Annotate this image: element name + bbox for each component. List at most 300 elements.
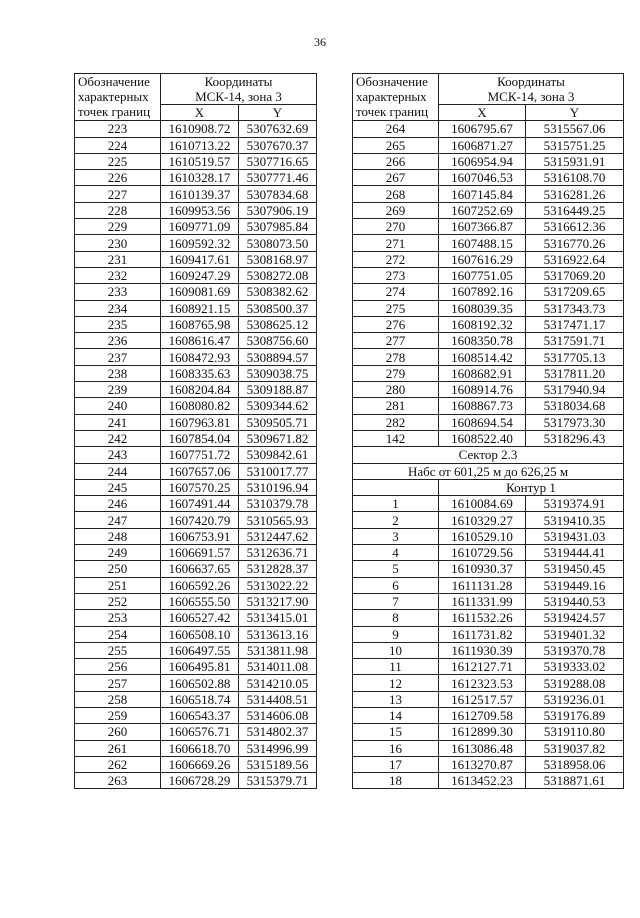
point-number: 250 xyxy=(75,561,161,577)
x-coordinate: 1608921.15 xyxy=(161,300,239,316)
y-coordinate: 5307834.68 xyxy=(239,186,317,202)
y-coordinate: 5317343.73 xyxy=(526,300,624,316)
y-coordinate: 5312447.62 xyxy=(239,528,317,544)
point-number: 273 xyxy=(353,267,439,283)
y-coordinate: 5318296.43 xyxy=(526,430,624,446)
point-number: 244 xyxy=(75,463,161,479)
y-coordinate: 5317973.30 xyxy=(526,414,624,430)
point-number: 269 xyxy=(353,202,439,218)
point-number: 262 xyxy=(75,756,161,772)
table-row xyxy=(353,626,624,642)
table-row xyxy=(75,545,317,561)
x-coordinate: 1613086.48 xyxy=(439,740,526,756)
y-coordinate: 5316449.25 xyxy=(526,202,624,218)
table-row xyxy=(353,724,624,740)
y-coordinate: 5308894.57 xyxy=(239,349,317,365)
y-coordinate: 5319370.78 xyxy=(526,642,624,658)
y-coordinate: 5315379.71 xyxy=(239,773,317,789)
x-coordinate: 1607420.79 xyxy=(161,512,239,528)
point-number: 235 xyxy=(75,316,161,332)
x-coordinate: 1608472.93 xyxy=(161,349,239,365)
point-number: 241 xyxy=(75,414,161,430)
point-number: 6 xyxy=(353,577,439,593)
table-row xyxy=(75,691,317,707)
sector-subtitle-row xyxy=(353,463,624,479)
table-row xyxy=(75,756,317,772)
x-coordinate: 1608522.40 xyxy=(439,430,526,446)
point-number: 225 xyxy=(75,153,161,169)
x-coordinate: 1607570.25 xyxy=(161,479,239,495)
point-number: 9 xyxy=(353,626,439,642)
y-coordinate: 5309671.82 xyxy=(239,430,317,446)
x-coordinate: 1608765.98 xyxy=(161,316,239,332)
x-coordinate: 1608335.63 xyxy=(161,365,239,381)
x-coordinate: 1608694.54 xyxy=(439,414,526,430)
table-row xyxy=(75,202,317,218)
table-row xyxy=(75,463,317,479)
x-coordinate: 1611532.26 xyxy=(439,610,526,626)
y-coordinate: 5308625.12 xyxy=(239,316,317,332)
coordinates-header: Координаты МСК-14, зона 3 xyxy=(161,74,317,105)
point-number: 4 xyxy=(353,545,439,561)
point-number: 239 xyxy=(75,382,161,398)
table-row xyxy=(75,447,317,463)
y-coordinate: 5307906.19 xyxy=(239,202,317,218)
x-coordinate: 1610519.57 xyxy=(161,153,239,169)
sector-title: Сектор 2.3 xyxy=(353,447,624,463)
x-coordinate: 1613452.23 xyxy=(439,773,526,789)
y-coordinate: 5317069.20 xyxy=(526,267,624,283)
x-coordinate: 1606497.55 xyxy=(161,642,239,658)
y-coordinate: 5314606.08 xyxy=(239,707,317,723)
x-coordinate: 1611731.82 xyxy=(439,626,526,642)
point-number: 232 xyxy=(75,267,161,283)
y-coordinate: 5317591.71 xyxy=(526,333,624,349)
x-coordinate: 1610139.37 xyxy=(161,186,239,202)
x-coordinate: 1612709.58 xyxy=(439,707,526,723)
table-row xyxy=(353,593,624,609)
point-number: 246 xyxy=(75,496,161,512)
point-number: 277 xyxy=(353,333,439,349)
point-number: 227 xyxy=(75,186,161,202)
y-coordinate: 5314210.05 xyxy=(239,675,317,691)
table-row xyxy=(353,333,624,349)
y-coordinate: 5319110.80 xyxy=(526,724,624,740)
point-number: 264 xyxy=(353,121,439,137)
point-number: 237 xyxy=(75,349,161,365)
point-number: 1 xyxy=(353,496,439,512)
y-coordinate: 5309505.71 xyxy=(239,414,317,430)
point-number: 230 xyxy=(75,235,161,251)
x-coordinate: 1606691.57 xyxy=(161,545,239,561)
y-coordinate: 5319288.08 xyxy=(526,675,624,691)
y-header: Y xyxy=(526,105,624,121)
point-number: 260 xyxy=(75,724,161,740)
point-number: 13 xyxy=(353,691,439,707)
x-coordinate: 1609081.69 xyxy=(161,284,239,300)
coordinates-table-left xyxy=(74,73,317,789)
x-coordinate: 1608682.91 xyxy=(439,365,526,381)
y-coordinate: 5316108.70 xyxy=(526,170,624,186)
x-coordinate: 1607145.84 xyxy=(439,186,526,202)
table-row xyxy=(75,740,317,756)
table-row xyxy=(75,153,317,169)
point-number: 238 xyxy=(75,365,161,381)
table-row xyxy=(353,349,624,365)
x-coordinate: 1612517.57 xyxy=(439,691,526,707)
x-header: X xyxy=(161,105,239,121)
point-number: 261 xyxy=(75,740,161,756)
x-coordinate: 1607616.29 xyxy=(439,251,526,267)
y-coordinate: 5319176.89 xyxy=(526,707,624,723)
x-coordinate: 1606592.26 xyxy=(161,577,239,593)
point-number: 267 xyxy=(353,170,439,186)
table-row xyxy=(353,398,624,414)
point-number: 243 xyxy=(75,447,161,463)
x-coordinate: 1610329.27 xyxy=(439,512,526,528)
x-coordinate: 1606618.70 xyxy=(161,740,239,756)
x-coordinate: 1612127.71 xyxy=(439,659,526,675)
table-row xyxy=(353,170,624,186)
point-number: 231 xyxy=(75,251,161,267)
table-row xyxy=(353,202,624,218)
table-row xyxy=(75,659,317,675)
x-coordinate: 1609771.09 xyxy=(161,219,239,235)
y-coordinate: 5317940.94 xyxy=(526,382,624,398)
y-coordinate: 5315931.91 xyxy=(526,153,624,169)
point-number: 15 xyxy=(353,724,439,740)
y-coordinate: 5309344.62 xyxy=(239,398,317,414)
y-coordinate: 5307985.84 xyxy=(239,219,317,235)
table-row xyxy=(75,170,317,186)
x-coordinate: 1607366.87 xyxy=(439,219,526,235)
y-coordinate: 5316612.36 xyxy=(526,219,624,235)
table-row xyxy=(353,365,624,381)
table-row xyxy=(75,382,317,398)
table-row xyxy=(353,153,624,169)
x-coordinate: 1606871.27 xyxy=(439,137,526,153)
table-row xyxy=(353,610,624,626)
y-coordinate: 5312636.71 xyxy=(239,545,317,561)
table-row xyxy=(353,235,624,251)
y-coordinate: 5313022.22 xyxy=(239,577,317,593)
point-number: 272 xyxy=(353,251,439,267)
table-row xyxy=(75,333,317,349)
point-number: 279 xyxy=(353,365,439,381)
y-coordinate: 5319450.45 xyxy=(526,561,624,577)
x-coordinate: 1607488.15 xyxy=(439,235,526,251)
point-number: 236 xyxy=(75,333,161,349)
point-number: 282 xyxy=(353,414,439,430)
point-number: 142 xyxy=(353,430,439,446)
table-row xyxy=(353,251,624,267)
y-coordinate: 5319410.35 xyxy=(526,512,624,528)
point-number: 270 xyxy=(353,219,439,235)
x-coordinate: 1610084.69 xyxy=(439,496,526,512)
x-coordinate: 1612899.30 xyxy=(439,724,526,740)
point-number: 265 xyxy=(353,137,439,153)
table-row xyxy=(75,610,317,626)
point-number: 12 xyxy=(353,675,439,691)
table-row xyxy=(75,235,317,251)
coordinates-header: Координаты МСК-14, зона 3 xyxy=(439,74,624,105)
point-number: 275 xyxy=(353,300,439,316)
table-row xyxy=(75,137,317,153)
table-row xyxy=(75,577,317,593)
y-coordinate: 5310017.77 xyxy=(239,463,317,479)
x-coordinate: 1611331.99 xyxy=(439,593,526,609)
x-coordinate: 1606508.10 xyxy=(161,626,239,642)
point-number: 281 xyxy=(353,398,439,414)
x-coordinate: 1610713.22 xyxy=(161,137,239,153)
x-coordinate: 1608192.32 xyxy=(439,316,526,332)
y-coordinate: 5308756.60 xyxy=(239,333,317,349)
point-number: 251 xyxy=(75,577,161,593)
y-coordinate: 5318871.61 xyxy=(526,773,624,789)
x-coordinate: 1607854.04 xyxy=(161,430,239,446)
x-coordinate: 1610328.17 xyxy=(161,170,239,186)
point-number: 3 xyxy=(353,528,439,544)
table-row xyxy=(353,577,624,593)
table-row xyxy=(75,219,317,235)
x-coordinate: 1606954.94 xyxy=(439,153,526,169)
point-number: 8 xyxy=(353,610,439,626)
x-coordinate: 1606576.71 xyxy=(161,724,239,740)
y-coordinate: 5308500.37 xyxy=(239,300,317,316)
y-coordinate: 5313217.90 xyxy=(239,593,317,609)
table-row xyxy=(75,512,317,528)
point-number: 18 xyxy=(353,773,439,789)
table-row xyxy=(353,740,624,756)
y-coordinate: 5315751.25 xyxy=(526,137,624,153)
table-row xyxy=(75,414,317,430)
point-number: 7 xyxy=(353,593,439,609)
x-coordinate: 1607892.16 xyxy=(439,284,526,300)
table-row xyxy=(353,675,624,691)
y-coordinate: 5319037.82 xyxy=(526,740,624,756)
point-number: 280 xyxy=(353,382,439,398)
y-coordinate: 5313613.16 xyxy=(239,626,317,642)
table-row xyxy=(75,561,317,577)
point-number: 249 xyxy=(75,545,161,561)
x-coordinate: 1610729.56 xyxy=(439,545,526,561)
x-coordinate: 1607657.06 xyxy=(161,463,239,479)
table-row xyxy=(353,659,624,675)
y-coordinate: 5319440.53 xyxy=(526,593,624,609)
y-coordinate: 5308073.50 xyxy=(239,235,317,251)
table-row xyxy=(353,561,624,577)
table-row xyxy=(353,430,624,446)
x-coordinate: 1606753.91 xyxy=(161,528,239,544)
y-coordinate: 5317811.20 xyxy=(526,365,624,381)
point-number: 14 xyxy=(353,707,439,723)
y-coordinate: 5309038.75 xyxy=(239,365,317,381)
y-coordinate: 5307632.69 xyxy=(239,121,317,137)
table-row xyxy=(353,219,624,235)
table-row xyxy=(75,773,317,789)
table-row xyxy=(75,479,317,495)
y-coordinate: 5319431.03 xyxy=(526,528,624,544)
point-number: 10 xyxy=(353,642,439,658)
table-row xyxy=(75,186,317,202)
table-row xyxy=(75,251,317,267)
x-coordinate: 1608080.82 xyxy=(161,398,239,414)
x-coordinate: 1606543.37 xyxy=(161,707,239,723)
coordinates-table-right xyxy=(352,73,624,789)
y-coordinate: 5318958.06 xyxy=(526,756,624,772)
table-row xyxy=(353,512,624,528)
y-coordinate: 5318034.68 xyxy=(526,398,624,414)
x-coordinate: 1608350.78 xyxy=(439,333,526,349)
y-coordinate: 5319374.91 xyxy=(526,496,624,512)
table-row xyxy=(353,267,624,283)
y-coordinate: 5319449.16 xyxy=(526,577,624,593)
x-coordinate: 1608867.73 xyxy=(439,398,526,414)
x-coordinate: 1607252.69 xyxy=(439,202,526,218)
y-coordinate: 5314011.08 xyxy=(239,659,317,675)
point-label-header: Обозначение характерных точек границ xyxy=(353,74,439,121)
y-coordinate: 5316922.64 xyxy=(526,251,624,267)
point-number: 223 xyxy=(75,121,161,137)
sector-subtitle: Набс от 601,25 м до 626,25 м xyxy=(353,463,624,479)
x-coordinate: 1606555.50 xyxy=(161,593,239,609)
x-header: X xyxy=(439,105,526,121)
table-row xyxy=(353,137,624,153)
table-row xyxy=(75,300,317,316)
point-number: 256 xyxy=(75,659,161,675)
y-coordinate: 5319444.41 xyxy=(526,545,624,561)
point-number: 16 xyxy=(353,740,439,756)
table-row xyxy=(75,267,317,283)
point-number: 278 xyxy=(353,349,439,365)
x-coordinate: 1607046.53 xyxy=(439,170,526,186)
point-number: 224 xyxy=(75,137,161,153)
point-number: 252 xyxy=(75,593,161,609)
y-coordinate: 5310565.93 xyxy=(239,512,317,528)
table-row xyxy=(353,382,624,398)
table-row xyxy=(75,284,317,300)
x-coordinate: 1608914.76 xyxy=(439,382,526,398)
y-coordinate: 5307716.65 xyxy=(239,153,317,169)
table-row xyxy=(353,545,624,561)
x-coordinate: 1606795.67 xyxy=(439,121,526,137)
x-coordinate: 1611131.28 xyxy=(439,577,526,593)
point-number: 276 xyxy=(353,316,439,332)
x-coordinate: 1609247.29 xyxy=(161,267,239,283)
table-row xyxy=(75,496,317,512)
y-coordinate: 5315189.56 xyxy=(239,756,317,772)
y-coordinate: 5313811.98 xyxy=(239,642,317,658)
table-row xyxy=(353,284,624,300)
y-coordinate: 5317209.65 xyxy=(526,284,624,300)
y-coordinate: 5310196.94 xyxy=(239,479,317,495)
table-row xyxy=(75,528,317,544)
point-number: 17 xyxy=(353,756,439,772)
point-number: 226 xyxy=(75,170,161,186)
y-coordinate: 5319333.02 xyxy=(526,659,624,675)
y-coordinate: 5317471.17 xyxy=(526,316,624,332)
y-coordinate: 5309188.87 xyxy=(239,382,317,398)
x-coordinate: 1607963.81 xyxy=(161,414,239,430)
x-coordinate: 1610908.72 xyxy=(161,121,239,137)
x-coordinate: 1613270.87 xyxy=(439,756,526,772)
point-number: 253 xyxy=(75,610,161,626)
y-coordinate: 5307771.46 xyxy=(239,170,317,186)
point-number: 229 xyxy=(75,219,161,235)
y-coordinate: 5317705.13 xyxy=(526,349,624,365)
point-number: 255 xyxy=(75,642,161,658)
table-row xyxy=(75,724,317,740)
point-number: 257 xyxy=(75,675,161,691)
x-coordinate: 1606527.42 xyxy=(161,610,239,626)
contour-row xyxy=(353,479,624,495)
y-coordinate: 5308168.97 xyxy=(239,251,317,267)
point-number: 2 xyxy=(353,512,439,528)
x-coordinate: 1608039.35 xyxy=(439,300,526,316)
y-coordinate: 5319424.57 xyxy=(526,610,624,626)
point-number: 228 xyxy=(75,202,161,218)
x-coordinate: 1611930.39 xyxy=(439,642,526,658)
table-row xyxy=(75,349,317,365)
x-coordinate: 1606518.74 xyxy=(161,691,239,707)
point-number: 5 xyxy=(353,561,439,577)
point-number: 233 xyxy=(75,284,161,300)
table-row xyxy=(353,642,624,658)
point-number: 234 xyxy=(75,300,161,316)
point-number: 271 xyxy=(353,235,439,251)
table-row xyxy=(75,642,317,658)
table-row xyxy=(353,773,624,789)
table-row xyxy=(75,626,317,642)
sector-title-row xyxy=(353,447,624,463)
y-header: Y xyxy=(239,105,317,121)
x-coordinate: 1607491.44 xyxy=(161,496,239,512)
table-row xyxy=(353,528,624,544)
x-coordinate: 1609592.32 xyxy=(161,235,239,251)
x-coordinate: 1606495.81 xyxy=(161,659,239,675)
point-number: 242 xyxy=(75,430,161,446)
point-number: 266 xyxy=(353,153,439,169)
contour-label: Контур 1 xyxy=(439,479,624,495)
y-coordinate: 5316770.26 xyxy=(526,235,624,251)
page-number: 36 xyxy=(314,35,326,49)
table-row xyxy=(75,121,317,137)
x-coordinate: 1606637.65 xyxy=(161,561,239,577)
x-coordinate: 1610930.37 xyxy=(439,561,526,577)
y-coordinate: 5319401.32 xyxy=(526,626,624,642)
y-coordinate: 5313415.01 xyxy=(239,610,317,626)
point-number: 274 xyxy=(353,284,439,300)
y-coordinate: 5314996.99 xyxy=(239,740,317,756)
table-row xyxy=(75,365,317,381)
x-coordinate: 1608514.42 xyxy=(439,349,526,365)
point-number: 240 xyxy=(75,398,161,414)
x-coordinate: 1610529.10 xyxy=(439,528,526,544)
y-coordinate: 5314408.51 xyxy=(239,691,317,707)
table-row xyxy=(353,691,624,707)
point-number: 263 xyxy=(75,773,161,789)
y-coordinate: 5312828.37 xyxy=(239,561,317,577)
table-row xyxy=(75,398,317,414)
table-row xyxy=(75,430,317,446)
table-row xyxy=(75,707,317,723)
y-coordinate: 5308382.62 xyxy=(239,284,317,300)
y-coordinate: 5315567.06 xyxy=(526,121,624,137)
table-row xyxy=(75,316,317,332)
y-coordinate: 5308272.08 xyxy=(239,267,317,283)
table-row xyxy=(353,300,624,316)
y-coordinate: 5319236.01 xyxy=(526,691,624,707)
